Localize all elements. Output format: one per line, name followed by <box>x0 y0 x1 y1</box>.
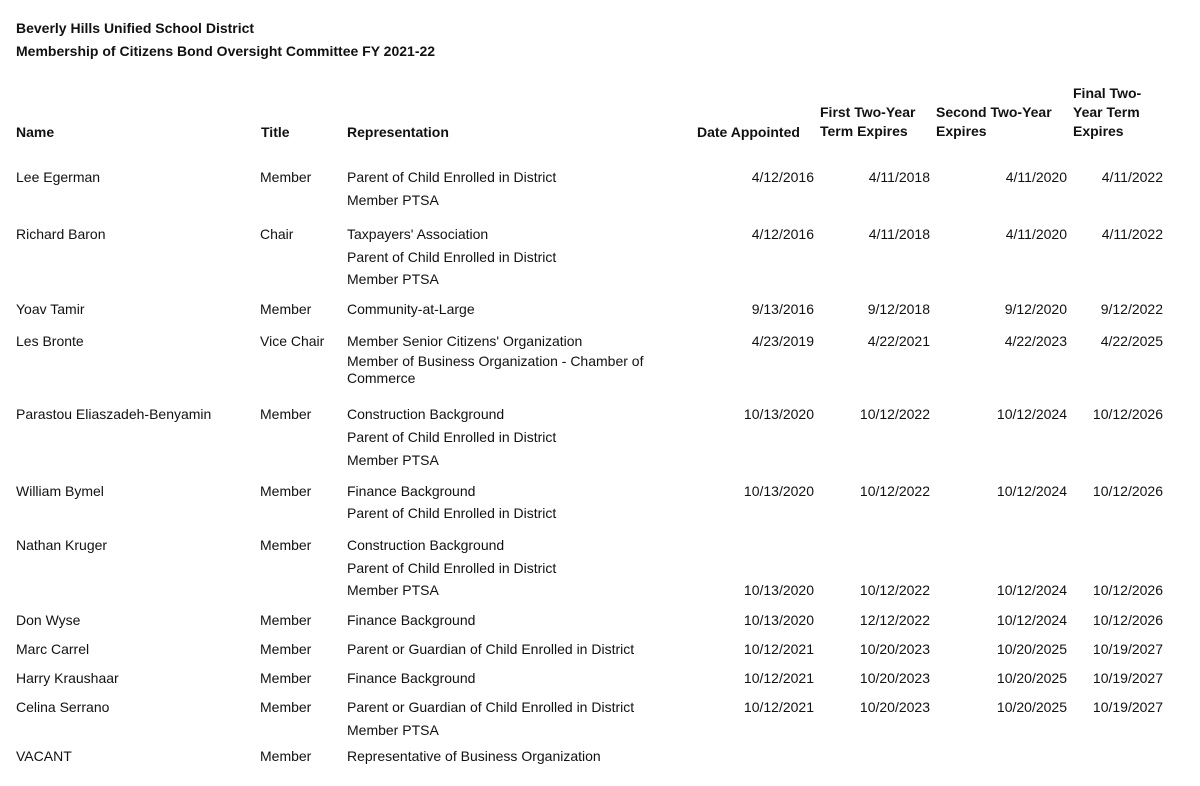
second-term-expires: 10/12/2024 <box>996 582 1067 598</box>
header-second-term: Second Two-Year Expires <box>936 104 1052 139</box>
header-representation: Representation <box>347 124 449 140</box>
final-term-expires: 10/19/2027 <box>1092 670 1163 686</box>
representation-line: Finance Background <box>347 670 476 686</box>
member-name: Marc Carrel <box>16 641 90 657</box>
member-title: Vice Chair <box>260 333 325 349</box>
second-term-expires: 10/12/2024 <box>996 483 1067 499</box>
final-term-expires: 10/19/2027 <box>1092 699 1163 715</box>
representation-line: Member PTSA <box>347 452 439 468</box>
final-term-expires: 10/12/2026 <box>1092 582 1163 598</box>
second-term-expires: 4/22/2023 <box>1004 333 1067 349</box>
member-title: Member <box>260 670 312 686</box>
member-name: Don Wyse <box>16 612 81 628</box>
representation-line: Representative of Business Organization <box>347 748 601 764</box>
representation-line: Member PTSA <box>347 271 439 287</box>
date-appointed: 10/13/2020 <box>743 483 814 499</box>
member-title: Member <box>260 483 312 499</box>
final-term-expires: 10/19/2027 <box>1092 641 1163 657</box>
representation-line: Member PTSA <box>347 722 439 738</box>
representation-line: Finance Background <box>347 612 476 628</box>
member-name: Nathan Kruger <box>16 537 108 553</box>
representation-line: Parent of Child Enrolled in District <box>347 560 557 576</box>
member-title: Member <box>260 301 312 317</box>
date-appointed: 4/12/2016 <box>751 169 814 185</box>
header-name: Name <box>16 124 55 140</box>
final-term-expires: 10/12/2026 <box>1092 406 1163 422</box>
member-name: VACANT <box>16 748 72 764</box>
second-term-expires: 10/20/2025 <box>996 699 1067 715</box>
member-name: Yoav Tamir <box>16 301 85 317</box>
second-term-expires: 9/12/2020 <box>1004 301 1067 317</box>
member-name: Harry Kraushaar <box>16 670 119 686</box>
date-appointed: 4/12/2016 <box>751 226 814 242</box>
member-name: Les Bronte <box>16 333 84 349</box>
header-final-term: Final Two-Year Term Expires <box>1073 85 1142 139</box>
member-name: Celina Serrano <box>16 699 110 715</box>
member-title: Member <box>260 748 312 764</box>
final-term-expires: 4/22/2025 <box>1100 333 1163 349</box>
date-appointed: 9/13/2016 <box>751 301 814 317</box>
representation-line: Member Senior Citizens' Organization <box>347 333 583 349</box>
member-title: Member <box>260 169 312 185</box>
member-title: Member <box>260 537 312 553</box>
representation-line: Finance Background <box>347 483 476 499</box>
first-term-expires: 10/12/2022 <box>859 582 930 598</box>
header-date-appointed: Date Appointed <box>697 124 800 140</box>
second-term-expires: 4/11/2020 <box>1005 169 1067 185</box>
second-term-expires: 4/11/2020 <box>1005 226 1067 242</box>
date-appointed: 4/23/2019 <box>751 333 814 349</box>
representation-line: Member of Business Organization - Chamber of Commerce <box>347 353 644 386</box>
first-term-expires: 4/22/2021 <box>867 333 930 349</box>
date-appointed: 10/13/2020 <box>743 406 814 422</box>
representation-line: Construction Background <box>347 537 505 553</box>
representation-line: Parent of Child Enrolled in District <box>347 249 557 265</box>
date-appointed: 10/13/2020 <box>743 612 814 628</box>
representation-line: Member PTSA <box>347 582 439 598</box>
header-first-term: First Two-Year Term Expires <box>820 104 916 139</box>
representation-line: Parent or Guardian of Child Enrolled in District <box>347 699 635 715</box>
representation-line: Parent or Guardian of Child Enrolled in District <box>347 641 635 657</box>
member-name: Lee Egerman <box>16 169 101 185</box>
member-title: Member <box>260 641 312 657</box>
final-term-expires: 10/12/2026 <box>1092 612 1163 628</box>
representation-line: Community-at-Large <box>347 301 475 317</box>
representation-line: Parent of Child Enrolled in District <box>347 169 557 185</box>
first-term-expires: 10/12/2022 <box>859 483 930 499</box>
date-appointed: 10/12/2021 <box>743 699 814 715</box>
first-term-expires: 12/12/2022 <box>859 612 930 628</box>
first-term-expires: 10/20/2023 <box>859 641 930 657</box>
second-term-expires: 10/12/2024 <box>996 612 1067 628</box>
representation-line: Parent of Child Enrolled in District <box>347 429 557 445</box>
first-term-expires: 10/12/2022 <box>859 406 930 422</box>
header-title: Title <box>261 124 290 140</box>
final-term-expires: 10/12/2026 <box>1092 483 1163 499</box>
final-term-expires: 9/12/2022 <box>1100 301 1163 317</box>
representation-line: Parent of Child Enrolled in District <box>347 505 557 521</box>
final-term-expires: 4/11/2022 <box>1101 169 1163 185</box>
second-term-expires: 10/20/2025 <box>996 670 1067 686</box>
date-appointed: 10/12/2021 <box>743 670 814 686</box>
representation-line: Construction Background <box>347 406 505 422</box>
first-term-expires: 9/12/2018 <box>867 301 930 317</box>
first-term-expires: 4/11/2018 <box>868 169 930 185</box>
second-term-expires: 10/20/2025 <box>996 641 1067 657</box>
first-term-expires: 10/20/2023 <box>859 699 930 715</box>
second-term-expires: 10/12/2024 <box>996 406 1067 422</box>
date-appointed: 10/12/2021 <box>743 641 814 657</box>
member-title: Member <box>260 406 312 422</box>
first-term-expires: 10/20/2023 <box>859 670 930 686</box>
report-subtitle: Membership of Citizens Bond Oversight Committee FY 2021-22 <box>16 43 436 59</box>
member-title: Member <box>260 612 312 628</box>
representation-line: Member PTSA <box>347 192 439 208</box>
org-name: Beverly Hills Unified School District <box>16 20 255 36</box>
member-title: Chair <box>260 226 294 242</box>
final-term-expires: 4/11/2022 <box>1101 226 1163 242</box>
representation-line: Taxpayers' Association <box>347 226 489 242</box>
member-title: Member <box>260 699 312 715</box>
member-name: William Bymel <box>16 483 104 499</box>
member-name: Richard Baron <box>16 226 106 242</box>
member-name: Parastou Eliaszadeh-Benyamin <box>16 406 212 422</box>
first-term-expires: 4/11/2018 <box>868 226 930 242</box>
date-appointed: 10/13/2020 <box>743 582 814 598</box>
